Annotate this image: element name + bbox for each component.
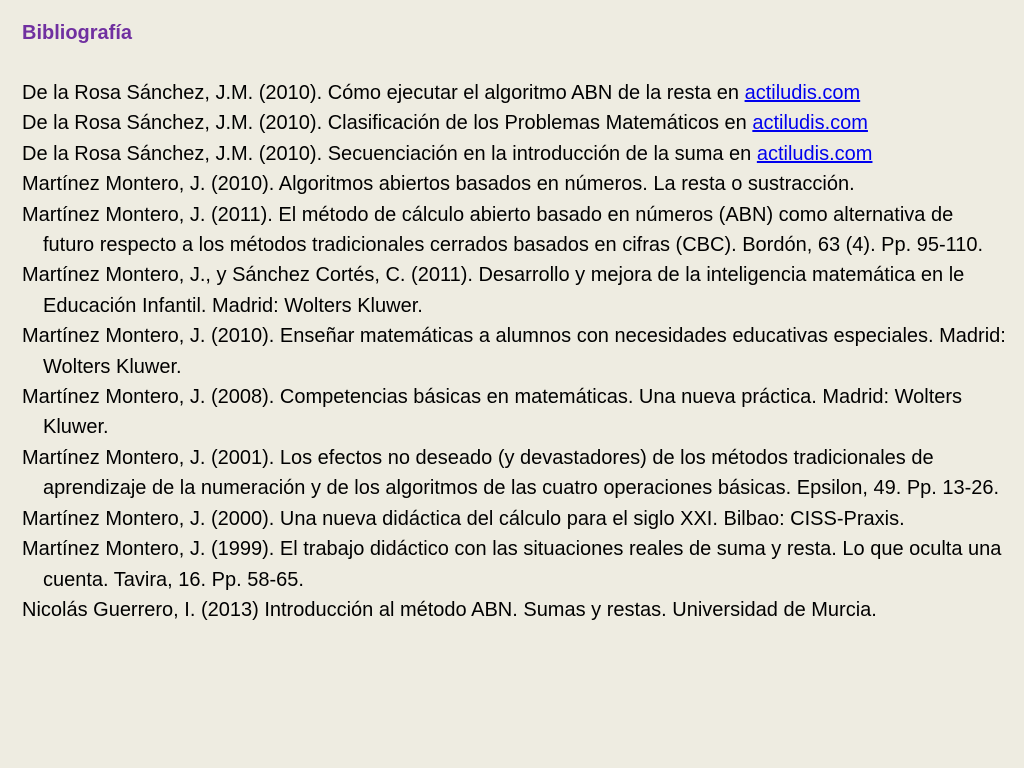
reference-item xyxy=(22,200,1007,261)
reference-item xyxy=(22,534,1007,595)
reference-text: Martínez Montero, J. (2001). Los efectos no deseado (y devastadores) de los métodos tradicionales de aprendizaje de la numeración y de los algoritmos de las cuatro operaciones básicas. Epsilon, 49. Pp. 13-26. xyxy=(22,446,1000,500)
reference-text: Martínez Montero, J. (1999). El trabajo didáctico con las situaciones reales de suma y resta. Lo que oculta una cuenta. Tavira, 16. Pp. 58-65. xyxy=(22,538,1002,591)
reference-text: Martínez Montero, J. (2008). Competencias básicas en matemáticas. Una nueva práctica. Madrid: Wolters Kluwer. xyxy=(22,386,963,439)
reference-link[interactable]: actiludis.com xyxy=(744,82,861,104)
reference-item xyxy=(22,169,1007,199)
reference-text: Martínez Montero, J. (2000). Una nueva didáctica del cálculo para el siglo XXI. Bilbao: CISS-Praxis. xyxy=(22,507,905,530)
reference-link[interactable]: actiludis.com xyxy=(752,112,868,135)
bibliography-title: Bibliografía xyxy=(22,22,133,44)
reference-text: Nicolás Guerrero, I. (2013) Introducción al método ABN. Sumas y restas. Universidad de Murcia. xyxy=(22,598,877,621)
reference-item xyxy=(22,139,1007,169)
reference-text: Martínez Montero, J. (2010). Algoritmos abiertos basados en números. La resta o sustracción. xyxy=(22,173,855,196)
reference-item xyxy=(22,504,1007,534)
reference-item xyxy=(22,321,1007,382)
reference-text: De la Rosa Sánchez, J.M. (2010). Secuenciación en la introducción de la suma en xyxy=(22,142,757,165)
reference-item xyxy=(22,108,1007,138)
reference-link[interactable]: actiludis.com xyxy=(756,142,873,165)
reference-item xyxy=(22,260,1007,321)
reference-text: Martínez Montero, J. (2010). Enseñar matemáticas a alumnos con necesidades educativas especiales. Madrid: Wolters Kluwer. xyxy=(22,325,1006,378)
reference-text: De la Rosa Sánchez, J.M. (2010). Cómo ejecutar el algoritmo ABN de la resta en xyxy=(22,82,745,104)
reference-list xyxy=(22,78,1007,625)
reference-text: De la Rosa Sánchez, J.M. (2010). Clasificación de los Problemas Matemáticos en xyxy=(22,112,753,135)
reference-item xyxy=(22,78,1007,108)
reference-text: Martínez Montero, J., y Sánchez Cortés, C. (2011). Desarrollo y mejora de la inteligencia matemática en le Educación Infantil. Madrid: Wolters Kluwer. xyxy=(22,264,965,317)
reference-text: Martínez Montero, J. (2011). El método de cálculo abierto basado en números (ABN) como alternativa de futuro respecto a los métodos tradicionales cerrados basados en cifras (CBC). Bordón, 63 (4). Pp. 95-110. xyxy=(22,203,984,257)
reference-item xyxy=(22,595,1007,625)
reference-item xyxy=(22,443,1007,504)
reference-item xyxy=(22,382,1007,443)
